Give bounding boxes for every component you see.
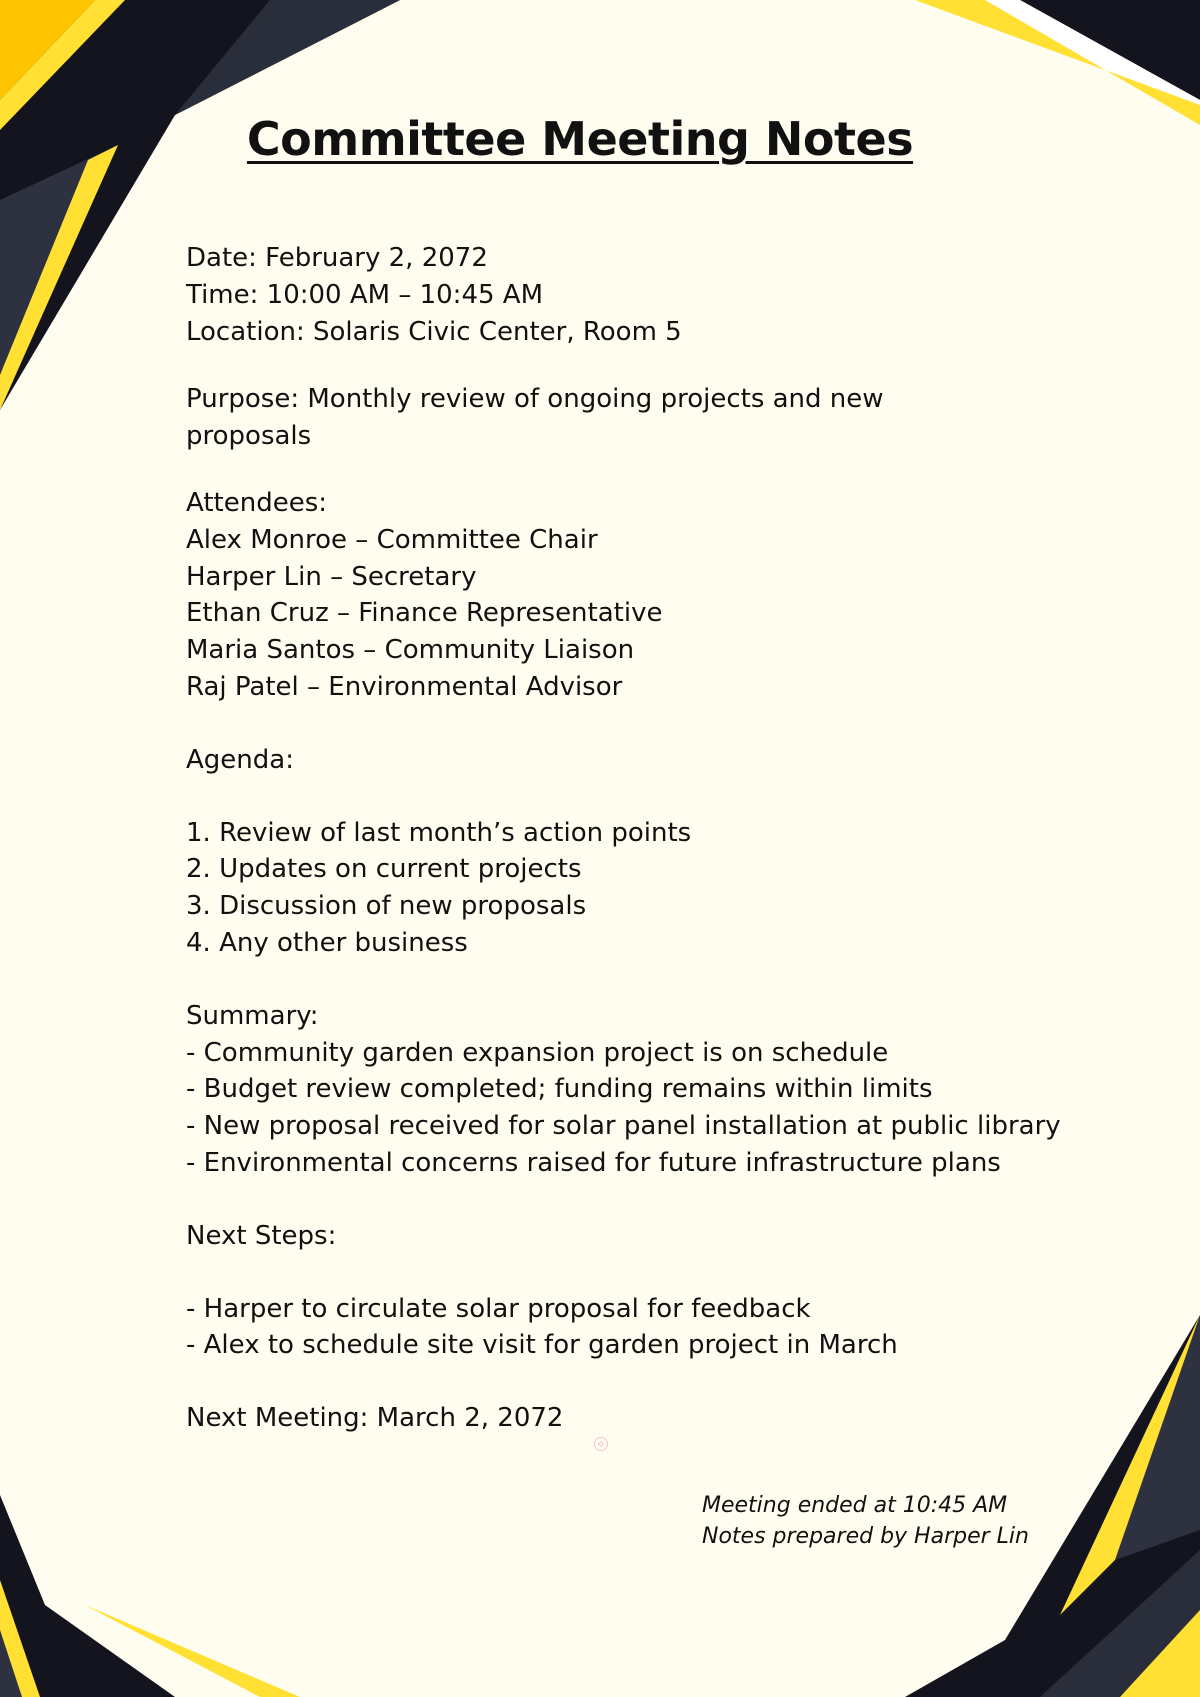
agenda-item: 1. Review of last month’s action points (186, 817, 692, 848)
summary-section (186, 998, 1086, 1182)
prepared-by-note: Notes prepared by Harper Lin (702, 1524, 1029, 1549)
agenda-heading: Agenda: (186, 744, 294, 775)
summary-item: - Community garden expansion project is on schedule (186, 1037, 889, 1068)
next-meeting: Next Meeting: March 2, 2072 (186, 1403, 564, 1434)
document-body (186, 240, 1086, 1437)
purpose-section (186, 381, 1086, 455)
meeting-purpose: Purpose: Monthly review of ongoing projects and new proposals (186, 384, 884, 452)
agenda-item: 3. Discussion of new proposals (186, 891, 587, 922)
meeting-ended-note: Meeting ended at 10:45 AM (702, 1493, 1008, 1518)
next-steps-section (186, 1218, 1086, 1364)
attendee-item: Alex Monroe – Committee Chair (186, 524, 598, 555)
agenda-section (186, 742, 1086, 962)
attendees-heading: Attendees: (186, 487, 327, 518)
agenda-item: 2. Updates on current projects (186, 854, 582, 885)
summary-item: - New proposal received for solar panel installation at public library (186, 1111, 1061, 1142)
attendee-item: Harper Lin – Secretary (186, 561, 477, 592)
meeting-location: Location: Solaris Civic Center, Room 5 (186, 316, 682, 347)
summary-heading: Summary: (186, 1000, 319, 1031)
meeting-time: Time: 10:00 AM – 10:45 AM (186, 279, 544, 310)
document-title: Committee Meeting Notes (246, 112, 914, 166)
summary-item: - Budget review completed; funding remains within limits (186, 1074, 933, 1105)
meeting-date: Date: February 2, 2072 (186, 243, 488, 273)
attendee-item: Ethan Cruz – Finance Representative (186, 598, 663, 629)
attendees-section (186, 485, 1086, 706)
attendee-item: Maria Santos – Community Liaison (186, 635, 635, 666)
meeting-details (186, 240, 1086, 350)
next-steps-heading: Next Steps: (186, 1220, 337, 1251)
next-step-item: - Harper to circulate solar proposal for feedback (186, 1293, 811, 1324)
summary-item: - Environmental concerns raised for future infrastructure plans (186, 1147, 1001, 1178)
agenda-item: 4. Any other business (186, 927, 468, 958)
attendee-item: Raj Patel – Environmental Advisor (186, 671, 623, 702)
document-footer (702, 1490, 1029, 1552)
next-step-item: - Alex to schedule site visit for garden project in March (186, 1330, 898, 1361)
diamond-marker-icon: ◇ (594, 1437, 608, 1451)
